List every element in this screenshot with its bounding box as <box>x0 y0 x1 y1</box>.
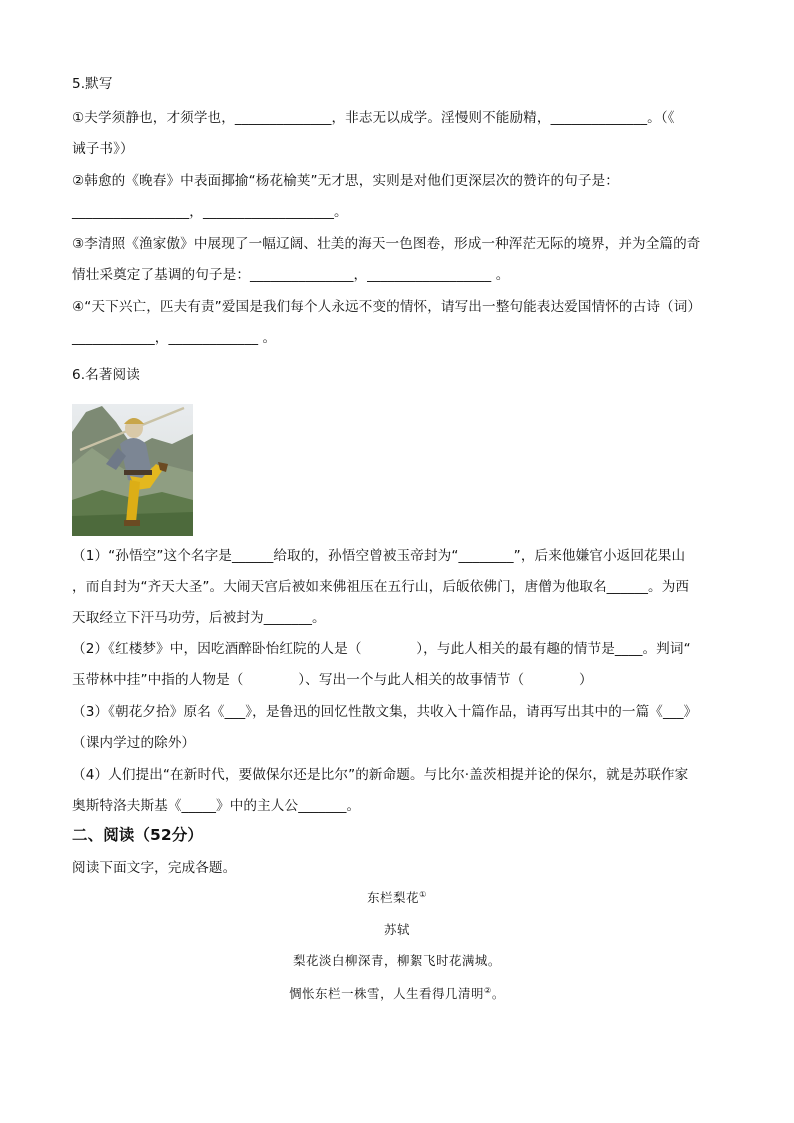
question-1-line-2: 诫子书》） <box>72 141 134 157</box>
reading-q1-line-1: （1）“孙悟空”这个名字是______给取的，孙悟空曾被玉帝封为“________”，后来他嫌官小返回花果山 <box>72 548 686 564</box>
poem-title-text: 东栏梨花 <box>367 890 420 905</box>
reading-q3-line-1: （3）《朝花夕拾》原名《___》，是鲁迅的回忆性散文集，共收入十篇作品，请再写出其中的一篇《___》 <box>72 704 698 720</box>
reading-q1-line-2: ，而自封为“齐天大圣”。大闹天宫后被如来佛祖压在五行山，后皈依佛门，唐僧为他取名______。为西 <box>72 579 690 595</box>
reading-q4-line-1: （4）人们提出“在新时代，要做保尔还是比尔”的新命题。与比尔·盖茨相提并论的保尔，就是苏联作家 <box>72 767 689 783</box>
poem-title-footnote-marker: ① <box>419 889 427 899</box>
poem-line-1: 梨花淡白柳深青，柳絮飞时花满城。 <box>293 953 501 968</box>
reading-q3-line-2: （课内学过的除外） <box>72 735 196 751</box>
poem-line-2-footnote-marker: ② <box>484 985 492 995</box>
poem-title <box>0 890 794 906</box>
question-3-line-1: ③李清照《渔家傲》中展现了一幅辽阔、壮美的海天一色图卷，形成一种浑茫无际的境界，并为全篇的奇 <box>72 236 701 252</box>
poem-author: 苏轼 <box>384 922 410 937</box>
question-4-line-1: ④“天下兴亡，匹夫有责”爱国是我们每个人永远不变的情怀，请写出一整句能表达爱国情怀的古诗（词） <box>72 299 702 315</box>
poem-line-2-text: 惆怅东栏一株雪，人生看得几清明 <box>289 986 485 1001</box>
part-2-instruction: 阅读下面文字，完成各题。 <box>72 860 237 876</box>
monkey-king-photo <box>72 404 193 536</box>
reading-q4-line-2: 奥斯特洛夫斯基《_____》中的主人公_______。 <box>72 798 361 814</box>
reading-q1-line-3: 天取经立下汗马功劳，后被封为_______。 <box>72 610 326 626</box>
part-2-heading: 二、阅读（52分） <box>72 826 203 844</box>
question-4-line-2: ____________，_____________ 。 <box>72 330 277 346</box>
question-2-line-2: _________________，___________________。 <box>72 204 348 220</box>
question-2-line-1: ②韩愈的《晚春》中表面揶揄“杨花榆荚”无才思，实则是对他们更深层次的赞许的句子是： <box>72 173 619 189</box>
section-6-title: 6.名著阅读 <box>72 367 140 383</box>
reading-q2-line-2: 玉带林中挂”中指的人物是（ ）、写出一个与此人相关的故事情节（ ） <box>72 672 593 688</box>
poem-line-2-end: 。 <box>491 986 505 1001</box>
question-1-line-1: ①夫学须静也，才须学也，______________，非志无以成学。淫慢则不能励精，______________。（《 <box>72 110 675 126</box>
question-3-line-2: 情壮采奠定了基调的句子是：_______________，__________________ 。 <box>72 267 510 283</box>
poem-line-2 <box>0 986 794 1002</box>
section-5-title: 5.默写 <box>72 76 113 92</box>
reading-q2-line-1: （2）《红楼梦》中，因吃酒醉卧怡红院的人是（ ），与此人相关的最有趣的情节是____。判词“ <box>72 641 691 657</box>
